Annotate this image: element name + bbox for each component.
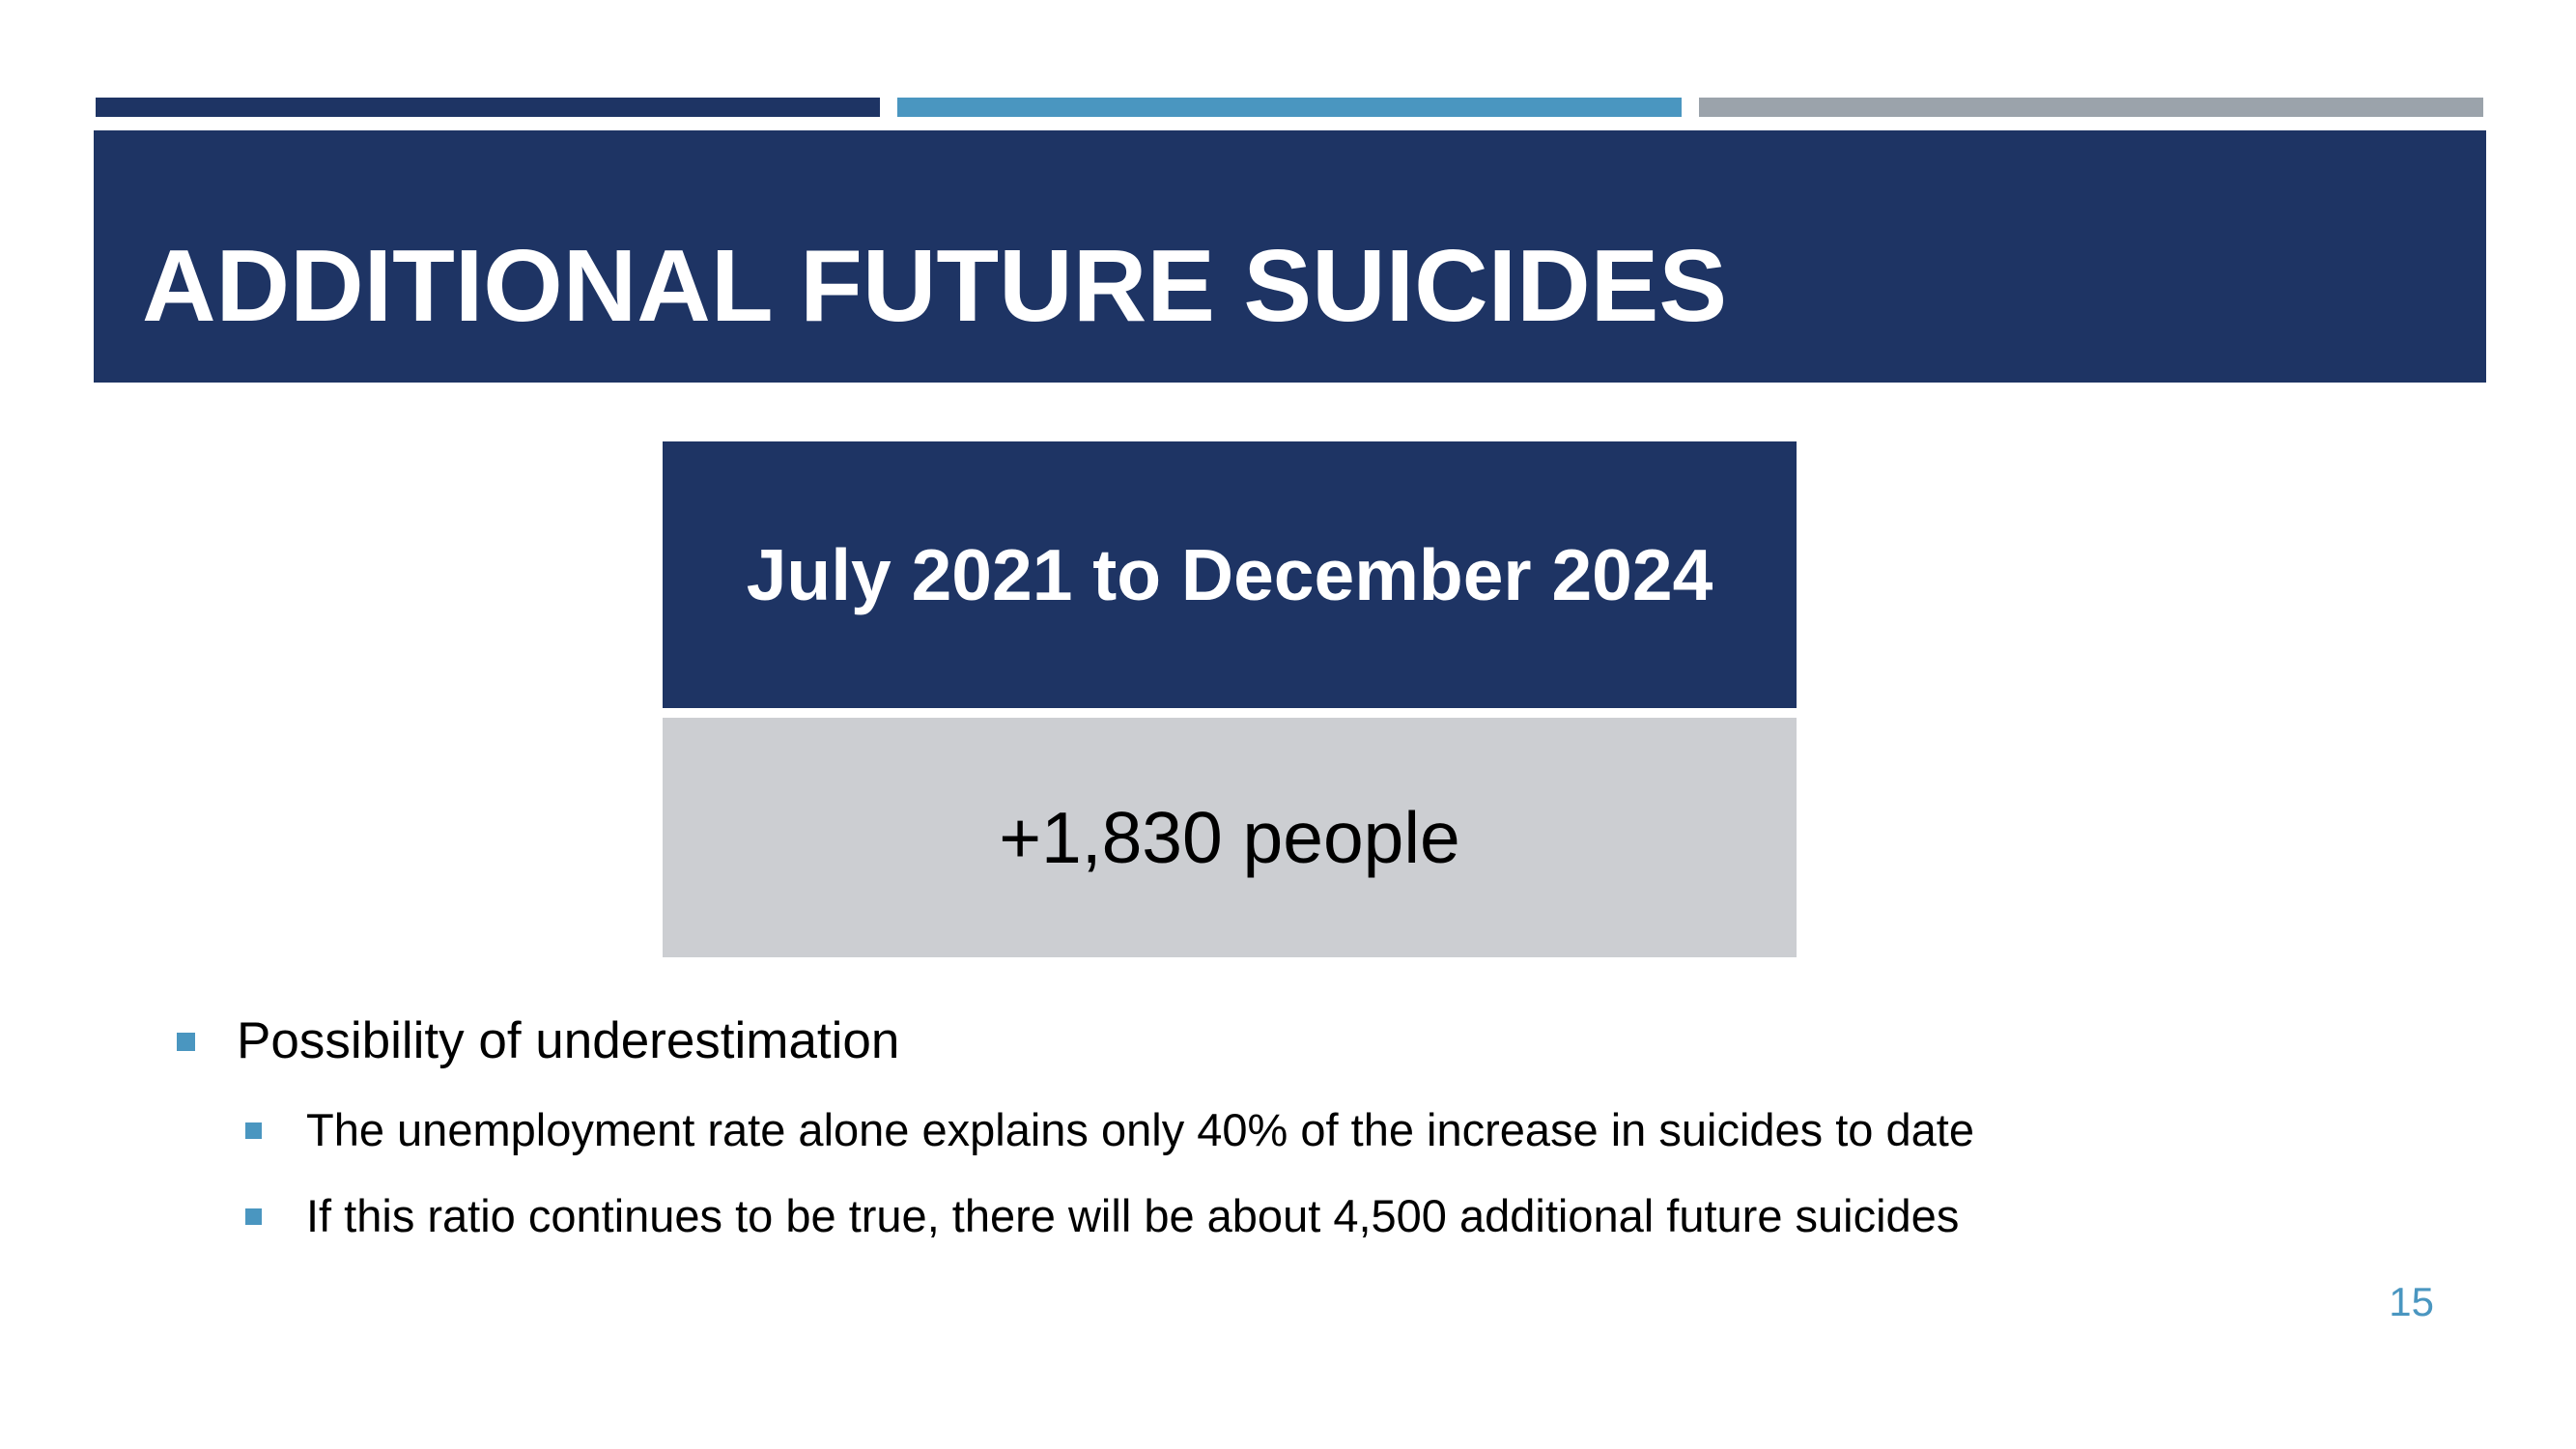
slide-title: ADDITIONAL FUTURE SUICIDES bbox=[142, 229, 1728, 343]
square-bullet-icon bbox=[245, 1208, 262, 1225]
table-header bbox=[663, 441, 1797, 708]
sub-bullet-item bbox=[306, 1102, 1974, 1158]
sub-bullet-text: The unemployment rate alone explains only 40% of the increase in suicides to date bbox=[306, 1104, 1974, 1155]
square-bullet-icon bbox=[245, 1122, 262, 1139]
data-table bbox=[663, 441, 1797, 957]
sub-bullet-item bbox=[306, 1188, 1959, 1244]
page-number: 15 bbox=[2389, 1279, 2434, 1324]
table-header-label: July 2021 to December 2024 bbox=[746, 534, 1713, 615]
accent-bar-gray bbox=[1699, 98, 2483, 117]
title-band bbox=[94, 130, 2486, 383]
accent-bar-blue bbox=[897, 98, 1682, 117]
sub-bullet-text: If this ratio continues to be true, there will be about 4,500 additional future suicides bbox=[306, 1190, 1960, 1241]
accent-bar-navy bbox=[96, 98, 880, 117]
table-cell bbox=[663, 718, 1797, 957]
table-cell-value: +1,830 people bbox=[999, 797, 1460, 878]
square-bullet-icon bbox=[177, 1033, 195, 1051]
bullet-item-main bbox=[237, 1010, 899, 1072]
bullet-text: Possibility of underestimation bbox=[237, 1012, 900, 1069]
